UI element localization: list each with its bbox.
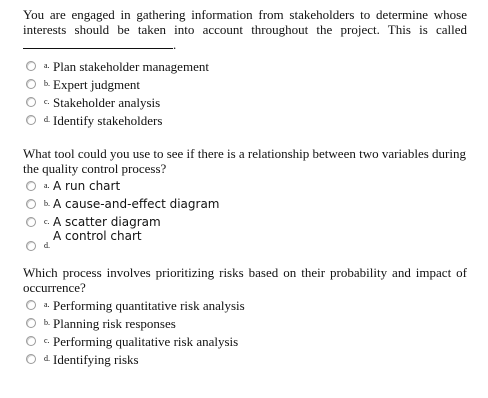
- option-letter: b.: [44, 318, 50, 327]
- option-letter: c.: [44, 217, 50, 226]
- radio-button[interactable]: [26, 241, 36, 251]
- question-2-options: [23, 178, 467, 253]
- radio-button[interactable]: [26, 181, 36, 191]
- radio-button[interactable]: [26, 300, 36, 310]
- answer-blank: [23, 37, 173, 49]
- option-q3-d[interactable]: [23, 351, 467, 369]
- radio-button[interactable]: [26, 318, 36, 328]
- option-label: A control chart: [53, 229, 142, 243]
- question-3-options: [23, 297, 467, 369]
- radio-button[interactable]: [26, 61, 36, 71]
- option-label: Stakeholder analysis: [53, 95, 161, 110]
- question-1: [23, 7, 467, 130]
- question-3: [23, 265, 467, 369]
- radio-button[interactable]: [26, 97, 36, 107]
- option-letter: d.: [44, 241, 50, 250]
- option-letter: d.: [44, 115, 50, 124]
- option-label: Plan stakeholder management: [53, 59, 209, 74]
- question-1-text: You are engaged in gathering information from stakeholders to determine whose interests should be taken into account throughout the project. This is called: [23, 7, 467, 37]
- radio-button[interactable]: [26, 217, 36, 227]
- option-q2-d[interactable]: [23, 229, 467, 253]
- question-2: [23, 146, 467, 253]
- option-letter: d.: [44, 354, 50, 363]
- question-1-stem: [23, 7, 467, 52]
- option-q3-c[interactable]: [23, 333, 467, 351]
- option-label: Identifying risks: [53, 352, 139, 367]
- question-1-options: [23, 58, 467, 130]
- option-label: Performing quantitative risk analysis: [53, 298, 245, 313]
- option-label: A scatter diagram: [53, 215, 161, 229]
- question-3-stem: Which process involves prioritizing risks based on their probability and impact of occurrence?: [23, 265, 467, 295]
- question-1-stem-end: .: [173, 37, 177, 52]
- option-q1-d[interactable]: [23, 112, 467, 130]
- option-label: Performing qualitative risk analysis: [53, 334, 239, 349]
- option-q2-a[interactable]: [23, 178, 467, 196]
- option-letter: c.: [44, 336, 50, 345]
- radio-button[interactable]: [26, 79, 36, 89]
- option-label: Planning risk responses: [53, 316, 176, 331]
- question-2-stem: What tool could you use to see if there is a relationship between two variables during the quality control process?: [23, 146, 466, 176]
- option-label: A run chart: [53, 179, 121, 193]
- option-q3-a[interactable]: [23, 297, 467, 315]
- radio-button[interactable]: [26, 199, 36, 209]
- radio-button[interactable]: [26, 354, 36, 364]
- option-letter: b.: [44, 199, 50, 208]
- option-letter: a.: [44, 181, 50, 190]
- option-letter: a.: [44, 300, 50, 309]
- option-q3-b[interactable]: [23, 315, 467, 333]
- option-q1-c[interactable]: [23, 94, 467, 112]
- option-q1-a[interactable]: [23, 58, 467, 76]
- option-label: A cause-and-effect diagram: [53, 197, 220, 211]
- option-letter: c.: [44, 97, 50, 106]
- option-label: Expert judgment: [53, 77, 141, 92]
- radio-button[interactable]: [26, 336, 36, 346]
- option-q1-b[interactable]: [23, 76, 467, 94]
- radio-button[interactable]: [26, 115, 36, 125]
- option-letter: b.: [44, 79, 50, 88]
- option-label: Identify stakeholders: [53, 113, 163, 128]
- option-letter: a.: [44, 61, 50, 70]
- option-q2-b[interactable]: [23, 196, 467, 214]
